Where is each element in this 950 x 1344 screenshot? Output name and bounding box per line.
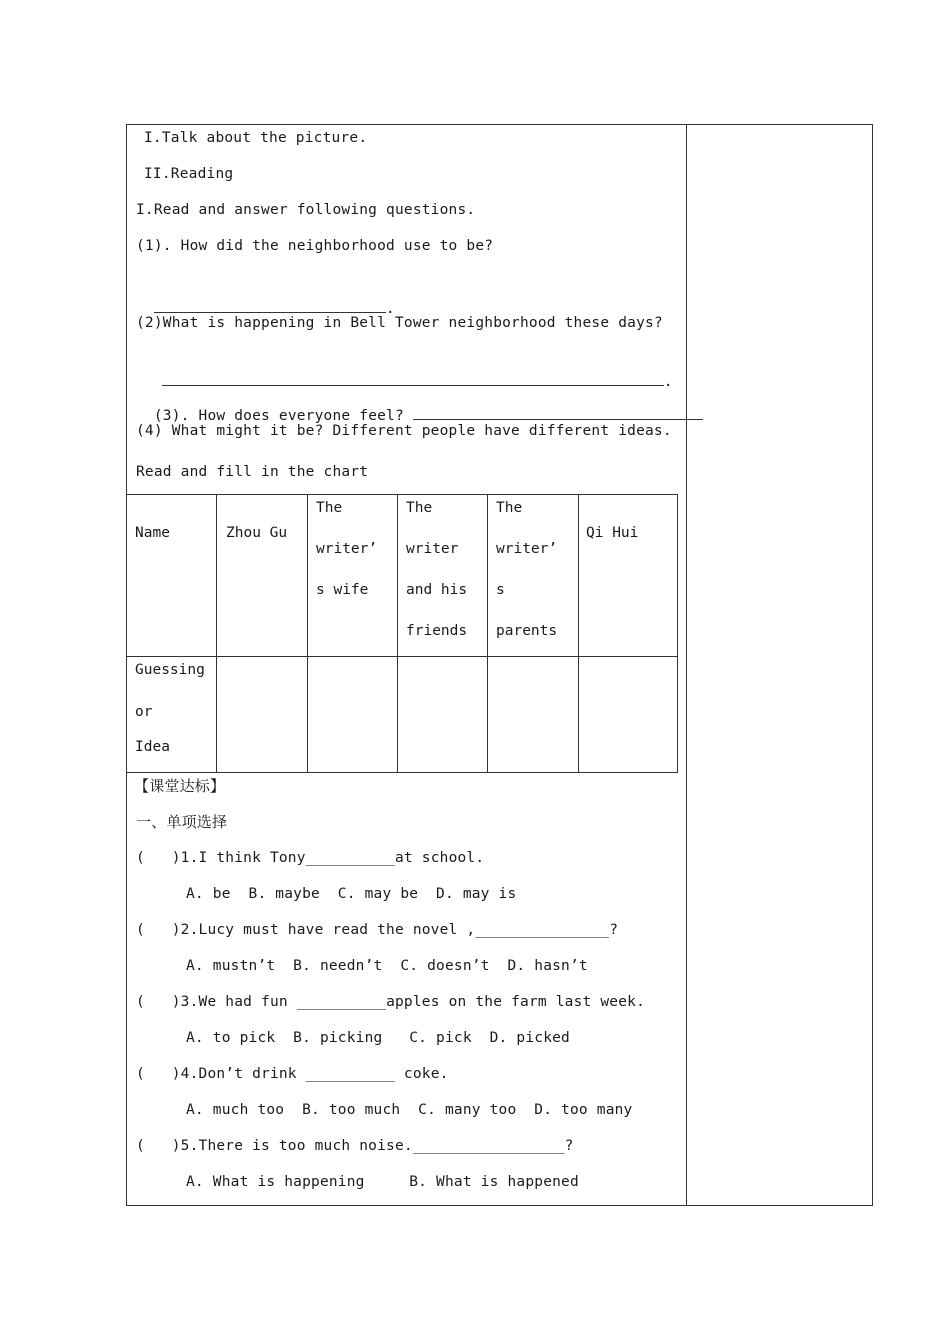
exercise-part-title: 一、单项选择 [136, 813, 228, 831]
item-2-prefix: ( )2.Lucy must have read the novel , [136, 922, 476, 938]
chart-header-wife-l2: writer’ [316, 541, 378, 557]
item-2-blank[interactable]: _______________ [475, 922, 610, 938]
exercise-item-3-options: A. to pick B. picking C. pick D. picked [186, 1030, 570, 1046]
talk-about-picture: I.Talk about the picture. [144, 130, 368, 146]
chart-row-label-l3: Idea [135, 739, 170, 755]
exercise-item-1-options: A. be B. maybe C. may be D. may is [186, 886, 517, 902]
chart-col-divider-1 [216, 494, 217, 773]
item-2-suffix: ? [609, 922, 619, 938]
item-4-blank[interactable]: __________ [305, 1066, 395, 1082]
fill-in-chart [126, 494, 678, 773]
chart-header-friends-l2: writer [406, 541, 459, 557]
exercise-item-5-options: A. What is happening B. What is happened [186, 1174, 579, 1190]
chart-header-friends-l4: friends [406, 623, 468, 639]
item-5-suffix: ? [564, 1138, 574, 1154]
chart-header-zhou-gu: Zhou Gu [226, 525, 288, 541]
chart-col-divider-2 [307, 494, 308, 773]
chart-border-bottom [126, 772, 678, 773]
chart-border-right [677, 494, 678, 773]
chart-instruction: Read and fill in the chart [136, 464, 369, 480]
answer-2-period: . [663, 374, 673, 390]
chart-row-label-l1: Guessing [135, 662, 205, 678]
exercise-item-4-options: A. much too B. too much C. many too D. too many [186, 1102, 633, 1118]
chart-col-divider-5 [578, 494, 579, 773]
chart-header-parents-l3: s [496, 582, 505, 598]
reading-heading: II.Reading [144, 166, 234, 182]
chart-header-parents-l4: parents [496, 623, 558, 639]
exercise-item-2-options: A. mustn’t B. needn’t C. doesn’t D. hasn’t [186, 958, 588, 974]
question-3: (3). How does everyone feel? [153, 408, 413, 424]
item-1-blank[interactable]: __________ [305, 850, 395, 866]
chart-header-qi-hui: Qi Hui [586, 525, 639, 541]
item-3-blank[interactable]: __________ [296, 994, 387, 1010]
exercise-item-1 [136, 848, 484, 868]
exercise-item-4 [136, 1064, 449, 1084]
exercise-item-2 [136, 920, 618, 940]
answer-blank-3[interactable] [413, 405, 703, 420]
chart-row-divider [126, 656, 678, 657]
exercise-item-3 [136, 992, 645, 1012]
chart-header-parents-l2: writer’ [496, 541, 558, 557]
item-1-suffix: at school. [394, 850, 485, 866]
item-3-prefix: ( )3.We had fun [136, 994, 297, 1010]
item-4-prefix: ( )4.Don’t drink [136, 1066, 306, 1082]
exercise-heading: 【课堂达标】 [134, 777, 226, 795]
item-1-prefix: ( )1.I think Tony [136, 850, 306, 866]
question-4: (4) What might it be? Different people have different ideas. [136, 423, 672, 439]
chart-header-wife-l1: The [316, 500, 343, 516]
chart-header-name: Name [135, 525, 170, 541]
chart-header-friends-l1: The [406, 500, 433, 516]
chart-col-divider-3 [397, 494, 398, 773]
answer-blank-1[interactable] [154, 298, 386, 313]
exercise-item-5 [136, 1136, 574, 1156]
chart-header-parents-l1: The [496, 500, 523, 516]
chart-header-wife-l3: s wife [316, 582, 369, 598]
answer-1-period: . [385, 301, 395, 317]
question-2: (2)What is happening in Bell Tower neighborhood these days? [136, 315, 663, 331]
chart-header-friends-l3: and his [406, 582, 468, 598]
chart-row-label-l2: or [135, 704, 153, 720]
question-3-line [136, 385, 703, 426]
item-3-suffix: apples on the farm last week. [386, 994, 646, 1010]
column-divider [686, 124, 687, 1206]
answer-blank-2[interactable] [162, 371, 664, 386]
chart-border-top [126, 494, 678, 495]
chart-border-left [126, 494, 127, 773]
item-5-prefix: ( )5.There is too much noise. [136, 1138, 413, 1154]
item-5-blank[interactable]: _________________ [412, 1138, 565, 1154]
question-1: (1). How did the neighborhood use to be? [136, 238, 494, 254]
chart-col-divider-4 [487, 494, 488, 773]
reading-instruction: I.Read and answer following questions. [136, 202, 476, 218]
item-4-suffix: coke. [394, 1066, 449, 1082]
